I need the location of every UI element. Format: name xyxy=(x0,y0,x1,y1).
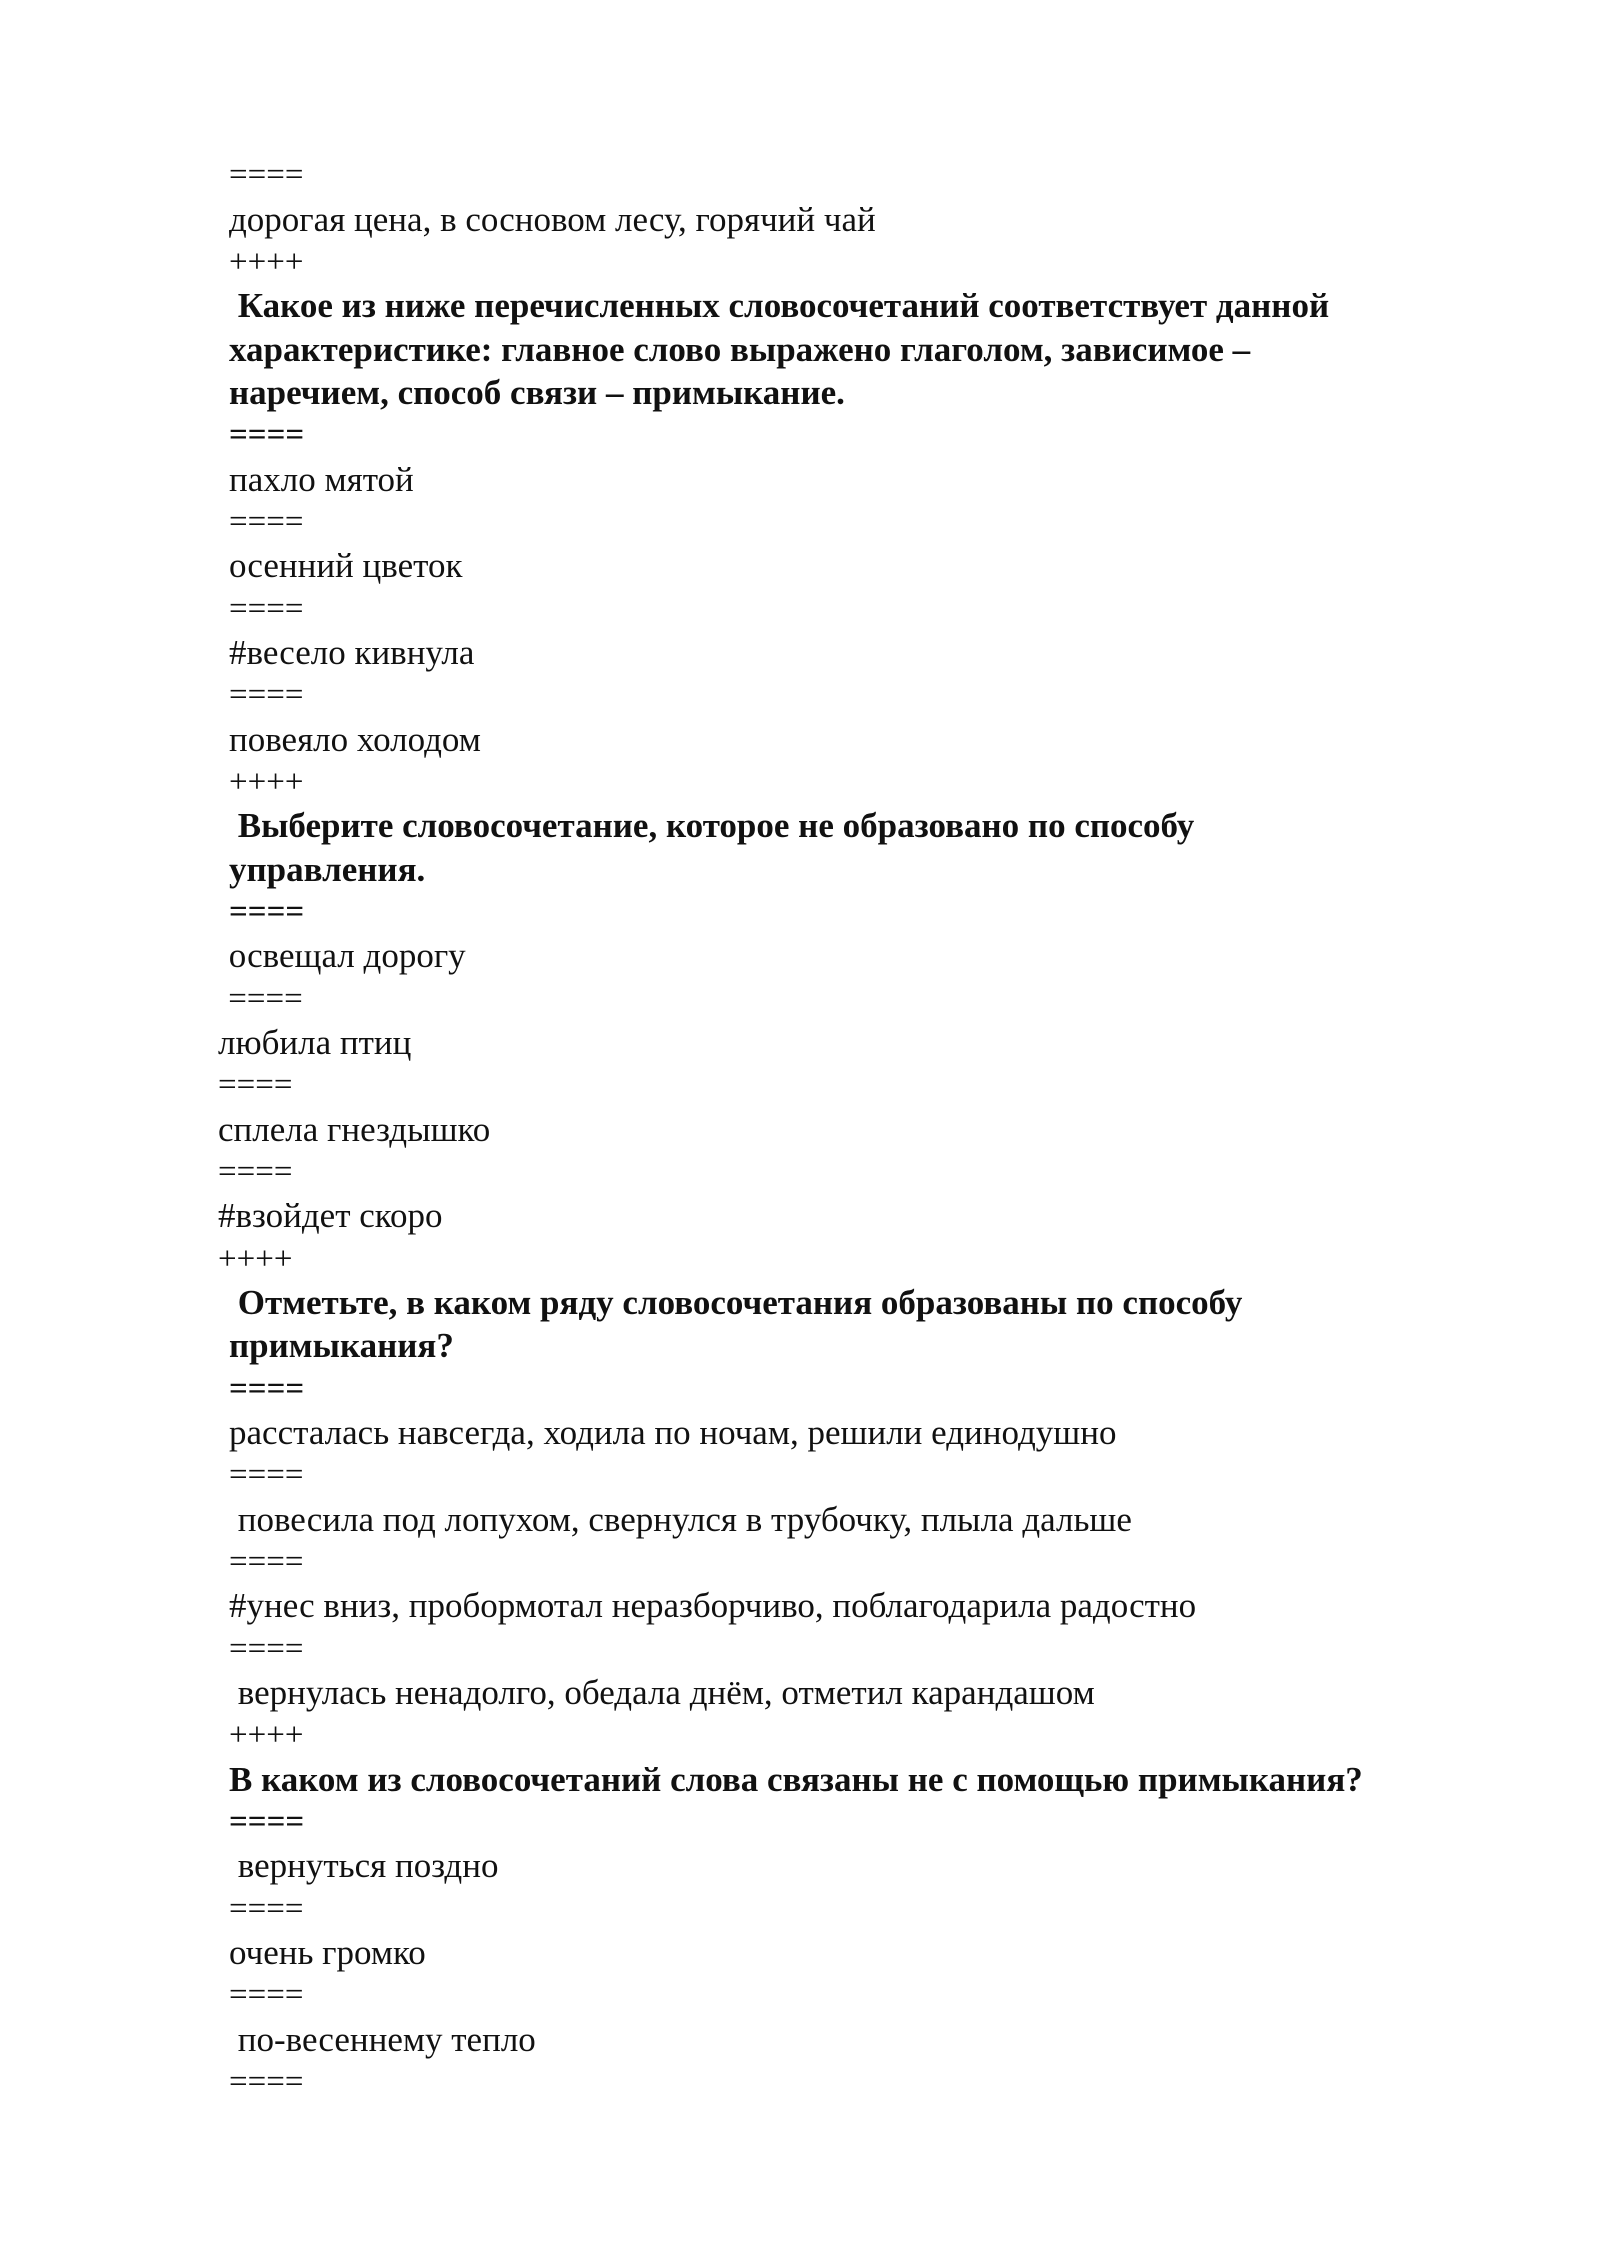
question-text: Выберите словосочетание, которое не образовано по способу xyxy=(229,806,1195,845)
separator-equals: ==== xyxy=(229,1804,305,1840)
separator-equals: ==== xyxy=(229,1977,304,2013)
separator-equals: ==== xyxy=(229,1457,304,1493)
separator-equals: ==== xyxy=(229,1891,304,1927)
question-text: В каком из словосочетаний слова связаны не с помощью примыкания? xyxy=(229,1760,1363,1799)
separator-equals: ==== xyxy=(218,1154,293,1190)
separator-plus: ++++ xyxy=(218,1241,293,1277)
question-text: наречием, способ связи – примыкание. xyxy=(229,373,845,412)
separator-equals: ==== xyxy=(229,1631,304,1667)
question-text: характеристике: главное слово выражено глаголом, зависимое – xyxy=(229,330,1251,369)
separator-equals: ==== xyxy=(229,157,304,193)
separator-equals: ==== xyxy=(220,981,303,1017)
answer-option: сплела гнездышко xyxy=(218,1110,491,1149)
answer-option: вернулась ненадолго, обедала днём, отметил карандашом xyxy=(229,1673,1095,1712)
question-text: управления. xyxy=(229,850,426,889)
answer-option: любила птиц xyxy=(218,1023,412,1062)
answer-option: повеяло холодом xyxy=(229,720,481,759)
answer-option-correct: #унес вниз, пробормотал неразборчиво, поблагодарила радостно xyxy=(229,1586,1197,1625)
answer-option: по-весеннему тепло xyxy=(229,2020,536,2059)
separator-plus: ++++ xyxy=(229,764,304,800)
separator-equals: ==== xyxy=(229,504,304,540)
separator-equals: ==== xyxy=(229,2064,304,2100)
answer-option: пахло мятой xyxy=(229,460,414,499)
separator-equals: ==== xyxy=(229,677,304,713)
answer-option: освещал дорогу xyxy=(220,936,466,975)
separator-plus: ++++ xyxy=(229,244,304,280)
separator-equals: ==== xyxy=(218,1067,293,1103)
answer-option: очень громко xyxy=(229,1933,426,1972)
separator-equals: ==== xyxy=(229,894,305,930)
separator-equals: ==== xyxy=(229,417,305,453)
separator-equals: ==== xyxy=(229,1544,304,1580)
separator-equals: ==== xyxy=(229,591,304,627)
answer-option-correct: #весело кивнула xyxy=(229,633,475,672)
answer-option: осенний цветок xyxy=(229,546,463,585)
answer-option-correct: #взойдет скоро xyxy=(218,1196,443,1235)
answer-option: повесила под лопухом, свернулся в трубочку, плыла дальше xyxy=(229,1500,1132,1539)
answer-option: рассталась навсегда, ходила по ночам, решили единодушно xyxy=(229,1413,1117,1452)
separator-plus: ++++ xyxy=(229,1717,304,1753)
separator-equals: ==== xyxy=(229,1371,305,1407)
answer-option: дорогая цена, в сосновом лесу, горячий чай xyxy=(229,200,876,239)
question-text: Какое из ниже перечисленных словосочетаний соответствует данной xyxy=(229,286,1330,325)
question-text: примыкания? xyxy=(229,1326,454,1365)
answer-option: вернуться поздно xyxy=(229,1846,499,1885)
question-text: Отметьте, в каком ряду словосочетания образованы по способу xyxy=(229,1283,1243,1322)
